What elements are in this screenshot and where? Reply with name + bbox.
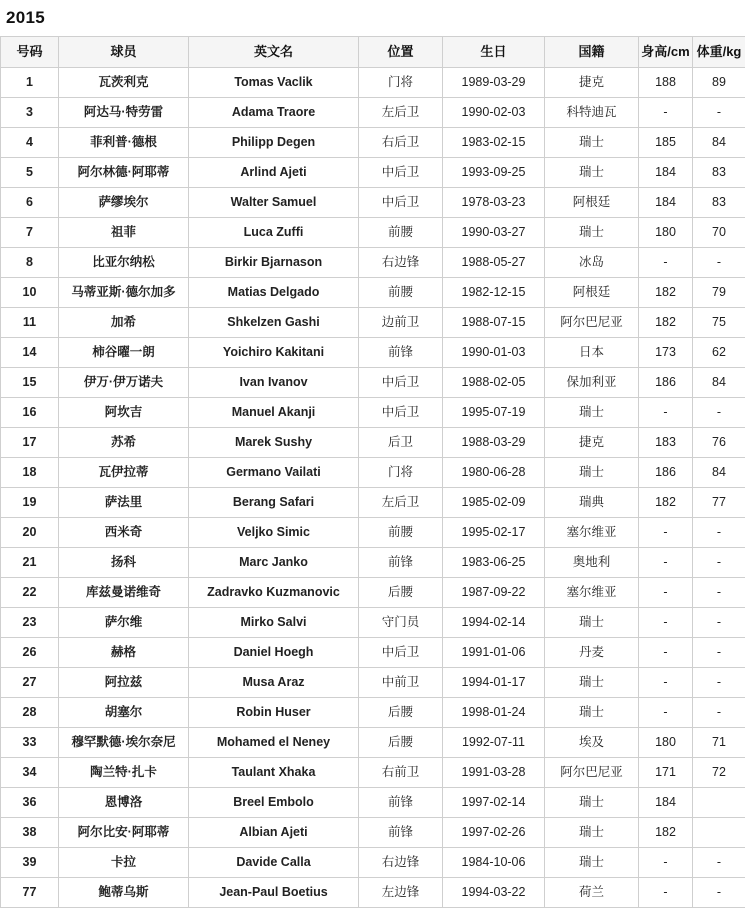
cell-position: 中前卫 [359, 668, 443, 698]
cell-player: 阿坎吉 [59, 398, 189, 428]
cell-weight: - [693, 578, 745, 608]
cell-position: 后腰 [359, 728, 443, 758]
cell-number: 7 [1, 218, 59, 248]
cell-number: 6 [1, 188, 59, 218]
cell-height: 173 [639, 338, 693, 368]
cell-english-name: Marek Sushy [189, 428, 359, 458]
table-row [1, 248, 745, 278]
table-row [1, 368, 745, 398]
cell-weight: - [693, 518, 745, 548]
cell-height: 188 [639, 68, 693, 98]
table-row [1, 758, 745, 788]
cell-weight: - [693, 248, 745, 278]
cell-weight: 84 [693, 458, 745, 488]
cell-player: 扬科 [59, 548, 189, 578]
cell-number: 21 [1, 548, 59, 578]
cell-weight: - [693, 608, 745, 638]
cell-number: 3 [1, 98, 59, 128]
cell-player: 加希 [59, 308, 189, 338]
cell-english-name: Berang Safari [189, 488, 359, 518]
cell-weight: - [693, 638, 745, 668]
cell-number: 77 [1, 878, 59, 908]
cell-birthday: 1994-02-14 [443, 608, 545, 638]
table-row [1, 728, 745, 758]
cell-player: 穆罕默德·埃尔奈尼 [59, 728, 189, 758]
column-header-position: 位置 [359, 37, 443, 68]
cell-birthday: 1990-03-27 [443, 218, 545, 248]
cell-nationality: 丹麦 [545, 638, 639, 668]
cell-weight [693, 818, 745, 848]
cell-number: 18 [1, 458, 59, 488]
table-row [1, 158, 745, 188]
cell-position: 中后卫 [359, 158, 443, 188]
cell-birthday: 1995-07-19 [443, 398, 545, 428]
cell-height: 185 [639, 128, 693, 158]
cell-height: 183 [639, 428, 693, 458]
cell-player: 胡塞尔 [59, 698, 189, 728]
cell-birthday: 1989-03-29 [443, 68, 545, 98]
cell-position: 右边锋 [359, 248, 443, 278]
cell-height: 186 [639, 368, 693, 398]
cell-player: 阿尔比安·阿耶蒂 [59, 818, 189, 848]
cell-position: 边前卫 [359, 308, 443, 338]
cell-position: 后腰 [359, 578, 443, 608]
cell-birthday: 1991-03-28 [443, 758, 545, 788]
cell-player: 菲利普·德根 [59, 128, 189, 158]
cell-player: 鲍蒂乌斯 [59, 878, 189, 908]
cell-number: 34 [1, 758, 59, 788]
cell-weight: - [693, 398, 745, 428]
cell-position: 左后卫 [359, 98, 443, 128]
cell-nationality: 保加利亚 [545, 368, 639, 398]
cell-number: 10 [1, 278, 59, 308]
cell-birthday: 1984-10-06 [443, 848, 545, 878]
cell-height: 180 [639, 728, 693, 758]
cell-number: 39 [1, 848, 59, 878]
cell-number: 28 [1, 698, 59, 728]
cell-birthday: 1983-02-15 [443, 128, 545, 158]
cell-position: 门将 [359, 68, 443, 98]
cell-birthday: 1995-02-17 [443, 518, 545, 548]
cell-number: 16 [1, 398, 59, 428]
cell-english-name: Veljko Simic [189, 518, 359, 548]
cell-english-name: Albian Ajeti [189, 818, 359, 848]
cell-english-name: Matias Delgado [189, 278, 359, 308]
table-row [1, 308, 745, 338]
cell-weight: 70 [693, 218, 745, 248]
cell-player: 萨尔维 [59, 608, 189, 638]
cell-english-name: Musa Araz [189, 668, 359, 698]
cell-english-name: Davide Calla [189, 848, 359, 878]
cell-player: 库兹曼诺维奇 [59, 578, 189, 608]
cell-player: 阿尔林德·阿耶蒂 [59, 158, 189, 188]
column-header-nationality: 国籍 [545, 37, 639, 68]
cell-player: 萨缪埃尔 [59, 188, 189, 218]
table-row [1, 98, 745, 128]
cell-player: 阿拉兹 [59, 668, 189, 698]
cell-nationality: 瑞士 [545, 818, 639, 848]
table-row [1, 398, 745, 428]
cell-number: 8 [1, 248, 59, 278]
table-row [1, 488, 745, 518]
cell-weight: 84 [693, 368, 745, 398]
cell-position: 前锋 [359, 788, 443, 818]
cell-height: - [639, 518, 693, 548]
cell-height: 182 [639, 488, 693, 518]
table-row [1, 218, 745, 248]
table-row [1, 668, 745, 698]
cell-number: 5 [1, 158, 59, 188]
cell-player: 卡拉 [59, 848, 189, 878]
cell-weight: 76 [693, 428, 745, 458]
cell-nationality: 塞尔维亚 [545, 578, 639, 608]
cell-position: 前腰 [359, 518, 443, 548]
cell-weight: 62 [693, 338, 745, 368]
table-row [1, 698, 745, 728]
cell-weight: 71 [693, 728, 745, 758]
cell-player: 西米奇 [59, 518, 189, 548]
cell-player: 恩博洛 [59, 788, 189, 818]
cell-weight: - [693, 548, 745, 578]
cell-player: 赫格 [59, 638, 189, 668]
cell-position: 右后卫 [359, 128, 443, 158]
cell-number: 38 [1, 818, 59, 848]
cell-height: - [639, 638, 693, 668]
cell-weight: 77 [693, 488, 745, 518]
cell-position: 前锋 [359, 338, 443, 368]
cell-number: 27 [1, 668, 59, 698]
cell-birthday: 1994-01-17 [443, 668, 545, 698]
squad-table [0, 36, 745, 908]
cell-english-name: Zadravko Kuzmanovic [189, 578, 359, 608]
cell-height: - [639, 248, 693, 278]
table-row [1, 338, 745, 368]
table-row [1, 548, 745, 578]
cell-weight: - [693, 848, 745, 878]
cell-nationality: 瑞士 [545, 458, 639, 488]
cell-player: 阿达马·特劳雷 [59, 98, 189, 128]
cell-english-name: Germano Vailati [189, 458, 359, 488]
cell-english-name: Breel Embolo [189, 788, 359, 818]
table-row [1, 128, 745, 158]
cell-english-name: Tomas Vaclik [189, 68, 359, 98]
cell-position: 右边锋 [359, 848, 443, 878]
table-body [1, 68, 745, 908]
cell-weight: 84 [693, 128, 745, 158]
cell-english-name: Walter Samuel [189, 188, 359, 218]
cell-birthday: 1985-02-09 [443, 488, 545, 518]
cell-height: - [639, 608, 693, 638]
cell-height: 184 [639, 188, 693, 218]
cell-position: 中后卫 [359, 188, 443, 218]
cell-nationality: 日本 [545, 338, 639, 368]
cell-position: 前腰 [359, 218, 443, 248]
cell-number: 14 [1, 338, 59, 368]
cell-birthday: 1991-01-06 [443, 638, 545, 668]
table-header [1, 37, 745, 68]
cell-number: 20 [1, 518, 59, 548]
cell-height: 182 [639, 308, 693, 338]
cell-number: 11 [1, 308, 59, 338]
cell-number: 17 [1, 428, 59, 458]
cell-nationality: 瑞士 [545, 218, 639, 248]
cell-birthday: 1997-02-14 [443, 788, 545, 818]
table-row [1, 428, 745, 458]
column-header-player: 球员 [59, 37, 189, 68]
cell-player: 马蒂亚斯·德尔加多 [59, 278, 189, 308]
table-row [1, 638, 745, 668]
cell-nationality: 阿尔巴尼亚 [545, 758, 639, 788]
table-row [1, 68, 745, 98]
table-row [1, 578, 745, 608]
cell-position: 后卫 [359, 428, 443, 458]
cell-position: 左后卫 [359, 488, 443, 518]
table-row [1, 188, 745, 218]
cell-position: 中后卫 [359, 398, 443, 428]
cell-player: 陶兰特·扎卡 [59, 758, 189, 788]
cell-number: 33 [1, 728, 59, 758]
cell-nationality: 阿根廷 [545, 278, 639, 308]
cell-height: - [639, 668, 693, 698]
table-row [1, 608, 745, 638]
cell-height: - [639, 698, 693, 728]
cell-player: 瓦伊拉蒂 [59, 458, 189, 488]
cell-position: 前腰 [359, 278, 443, 308]
cell-position: 左边锋 [359, 878, 443, 908]
cell-nationality: 奥地利 [545, 548, 639, 578]
cell-birthday: 1983-06-25 [443, 548, 545, 578]
cell-number: 36 [1, 788, 59, 818]
cell-nationality: 阿根廷 [545, 188, 639, 218]
cell-birthday: 1978-03-23 [443, 188, 545, 218]
cell-position: 守门员 [359, 608, 443, 638]
cell-english-name: Philipp Degen [189, 128, 359, 158]
cell-height: 186 [639, 458, 693, 488]
cell-birthday: 1990-01-03 [443, 338, 545, 368]
cell-nationality: 塞尔维亚 [545, 518, 639, 548]
cell-birthday: 1988-07-15 [443, 308, 545, 338]
cell-height: 182 [639, 278, 693, 308]
cell-height: - [639, 398, 693, 428]
cell-english-name: Yoichiro Kakitani [189, 338, 359, 368]
cell-english-name: Ivan Ivanov [189, 368, 359, 398]
cell-birthday: 1993-09-25 [443, 158, 545, 188]
cell-birthday: 1987-09-22 [443, 578, 545, 608]
cell-nationality: 冰岛 [545, 248, 639, 278]
cell-nationality: 阿尔巴尼亚 [545, 308, 639, 338]
cell-english-name: Adama Traore [189, 98, 359, 128]
cell-height: - [639, 878, 693, 908]
cell-birthday: 1982-12-15 [443, 278, 545, 308]
cell-nationality: 瑞士 [545, 668, 639, 698]
cell-player: 伊万·伊万诺夫 [59, 368, 189, 398]
cell-height: - [639, 578, 693, 608]
cell-height: 184 [639, 158, 693, 188]
cell-player: 瓦茨利克 [59, 68, 189, 98]
cell-position: 右前卫 [359, 758, 443, 788]
cell-weight [693, 788, 745, 818]
cell-height: 171 [639, 758, 693, 788]
page-title: 2015 [0, 6, 745, 36]
header-row [1, 37, 745, 68]
cell-position: 前锋 [359, 548, 443, 578]
table-row [1, 458, 745, 488]
cell-english-name: Jean-Paul Boetius [189, 878, 359, 908]
table-row [1, 518, 745, 548]
cell-birthday: 1998-01-24 [443, 698, 545, 728]
cell-player: 祖菲 [59, 218, 189, 248]
cell-number: 4 [1, 128, 59, 158]
cell-number: 15 [1, 368, 59, 398]
cell-english-name: Birkir Bjarnason [189, 248, 359, 278]
cell-birthday: 1988-05-27 [443, 248, 545, 278]
column-header-weight: 体重/kg [693, 37, 745, 68]
cell-height: - [639, 548, 693, 578]
table-row [1, 878, 745, 908]
cell-player: 柿谷曜一朗 [59, 338, 189, 368]
table-row [1, 278, 745, 308]
cell-english-name: Mirko Salvi [189, 608, 359, 638]
cell-number: 22 [1, 578, 59, 608]
cell-height: 182 [639, 818, 693, 848]
cell-birthday: 1994-03-22 [443, 878, 545, 908]
cell-player: 萨法里 [59, 488, 189, 518]
cell-number: 1 [1, 68, 59, 98]
cell-birthday: 1997-02-26 [443, 818, 545, 848]
cell-height: - [639, 98, 693, 128]
cell-weight: - [693, 878, 745, 908]
cell-height: 184 [639, 788, 693, 818]
cell-weight: - [693, 98, 745, 128]
cell-number: 26 [1, 638, 59, 668]
cell-birthday: 1988-03-29 [443, 428, 545, 458]
cell-position: 后腰 [359, 698, 443, 728]
cell-english-name: Daniel Hoegh [189, 638, 359, 668]
cell-height: 180 [639, 218, 693, 248]
cell-weight: 89 [693, 68, 745, 98]
column-header-height: 身高/cm [639, 37, 693, 68]
cell-player: 苏希 [59, 428, 189, 458]
cell-number: 19 [1, 488, 59, 518]
cell-birthday: 1990-02-03 [443, 98, 545, 128]
column-header-english-name: 英文名 [189, 37, 359, 68]
cell-english-name: Shkelzen Gashi [189, 308, 359, 338]
cell-weight: 75 [693, 308, 745, 338]
table-row [1, 788, 745, 818]
cell-position: 门将 [359, 458, 443, 488]
cell-position: 中后卫 [359, 638, 443, 668]
cell-weight: - [693, 668, 745, 698]
cell-nationality: 瑞士 [545, 398, 639, 428]
cell-nationality: 瑞士 [545, 788, 639, 818]
cell-weight: 79 [693, 278, 745, 308]
cell-nationality: 瑞士 [545, 158, 639, 188]
cell-height: - [639, 848, 693, 878]
table-row [1, 848, 745, 878]
cell-weight: 83 [693, 188, 745, 218]
cell-english-name: Arlind Ajeti [189, 158, 359, 188]
cell-number: 23 [1, 608, 59, 638]
column-header-birthday: 生日 [443, 37, 545, 68]
table-row [1, 818, 745, 848]
cell-english-name: Mohamed el Neney [189, 728, 359, 758]
cell-english-name: Luca Zuffi [189, 218, 359, 248]
cell-english-name: Taulant Xhaka [189, 758, 359, 788]
cell-nationality: 埃及 [545, 728, 639, 758]
cell-birthday: 1988-02-05 [443, 368, 545, 398]
cell-english-name: Marc Janko [189, 548, 359, 578]
cell-nationality: 瑞士 [545, 608, 639, 638]
cell-birthday: 1992-07-11 [443, 728, 545, 758]
cell-nationality: 荷兰 [545, 878, 639, 908]
cell-nationality: 瑞士 [545, 848, 639, 878]
column-header-number: 号码 [1, 37, 59, 68]
cell-position: 前锋 [359, 818, 443, 848]
cell-nationality: 瑞典 [545, 488, 639, 518]
cell-nationality: 瑞士 [545, 128, 639, 158]
cell-nationality: 捷克 [545, 68, 639, 98]
cell-english-name: Manuel Akanji [189, 398, 359, 428]
cell-weight: - [693, 698, 745, 728]
cell-weight: 72 [693, 758, 745, 788]
cell-nationality: 瑞士 [545, 698, 639, 728]
cell-nationality: 科特迪瓦 [545, 98, 639, 128]
cell-weight: 83 [693, 158, 745, 188]
cell-nationality: 捷克 [545, 428, 639, 458]
cell-birthday: 1980-06-28 [443, 458, 545, 488]
cell-english-name: Robin Huser [189, 698, 359, 728]
cell-player: 比亚尔纳松 [59, 248, 189, 278]
cell-position: 中后卫 [359, 368, 443, 398]
